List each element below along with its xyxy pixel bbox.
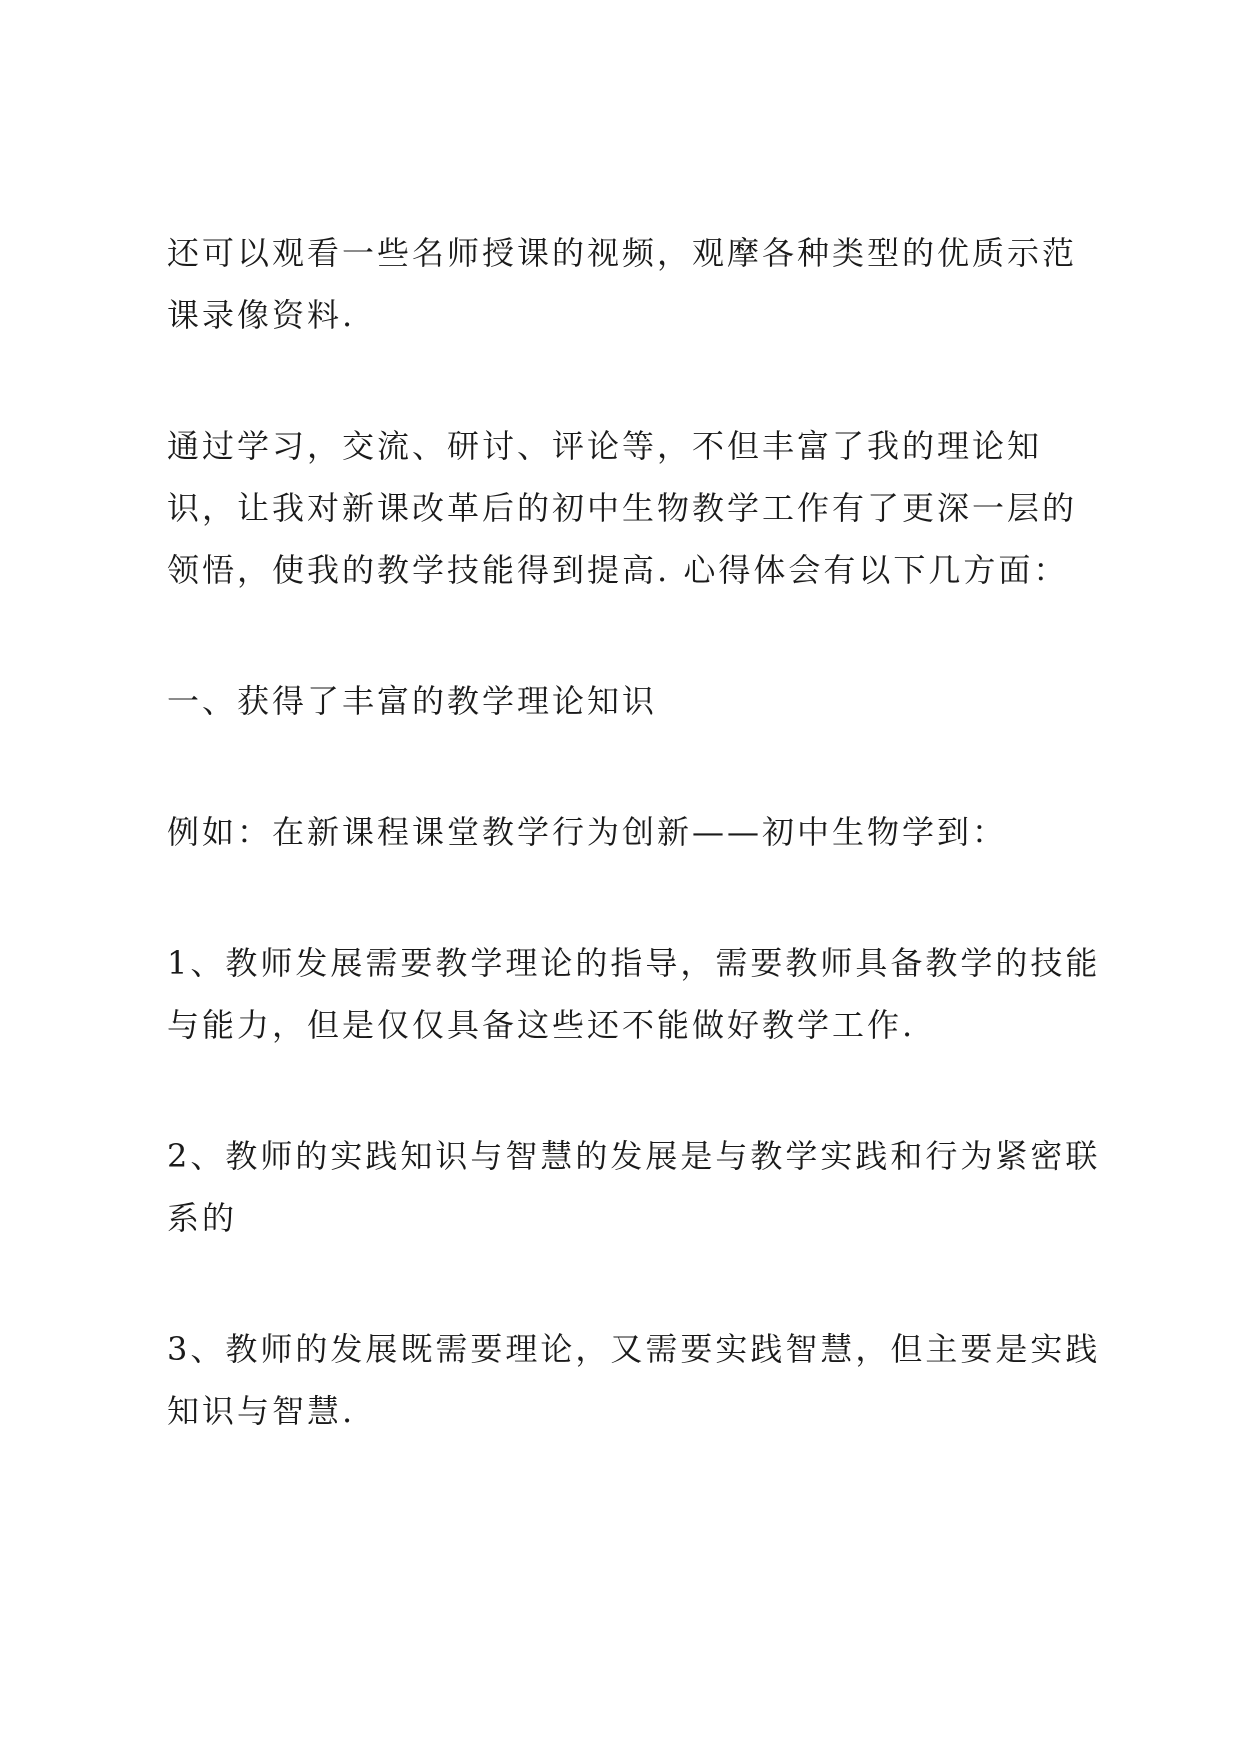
paragraph-learning-outcome: 通过学习，交流、研讨、评论等，不但丰富了我的理论知识，让我对新课改革后的初中生物教学工作有了更深一层的领悟，使我的教学技能得到提高. 心得体会有以下几方面： [167,427,1078,589]
list-item-3: 3、教师的发展既需要理论，又需要实践智慧，但主要是实践知识与智慧. [167,1330,1101,1430]
document-body [167,222,1102,1442]
paragraph-example-intro: 例如：在新课程课堂教学行为创新——初中生物学到： [167,813,1008,851]
list-item-1: 1、教师发展需要教学理论的指导，需要教师具备教学的技能与能力，但是仅仅具备这些还不能做好教学工作. [167,944,1101,1044]
paragraph-video-resources: 还可以观看一些名师授课的视频，观摩各种类型的优质示范课录像资料. [167,234,1078,334]
list-item-2: 2、教师的实践知识与智慧的发展是与教学实践和行为紧密联系的 [167,1137,1101,1237]
section-heading-theory: 一、获得了丰富的教学理论知识 [167,682,658,720]
